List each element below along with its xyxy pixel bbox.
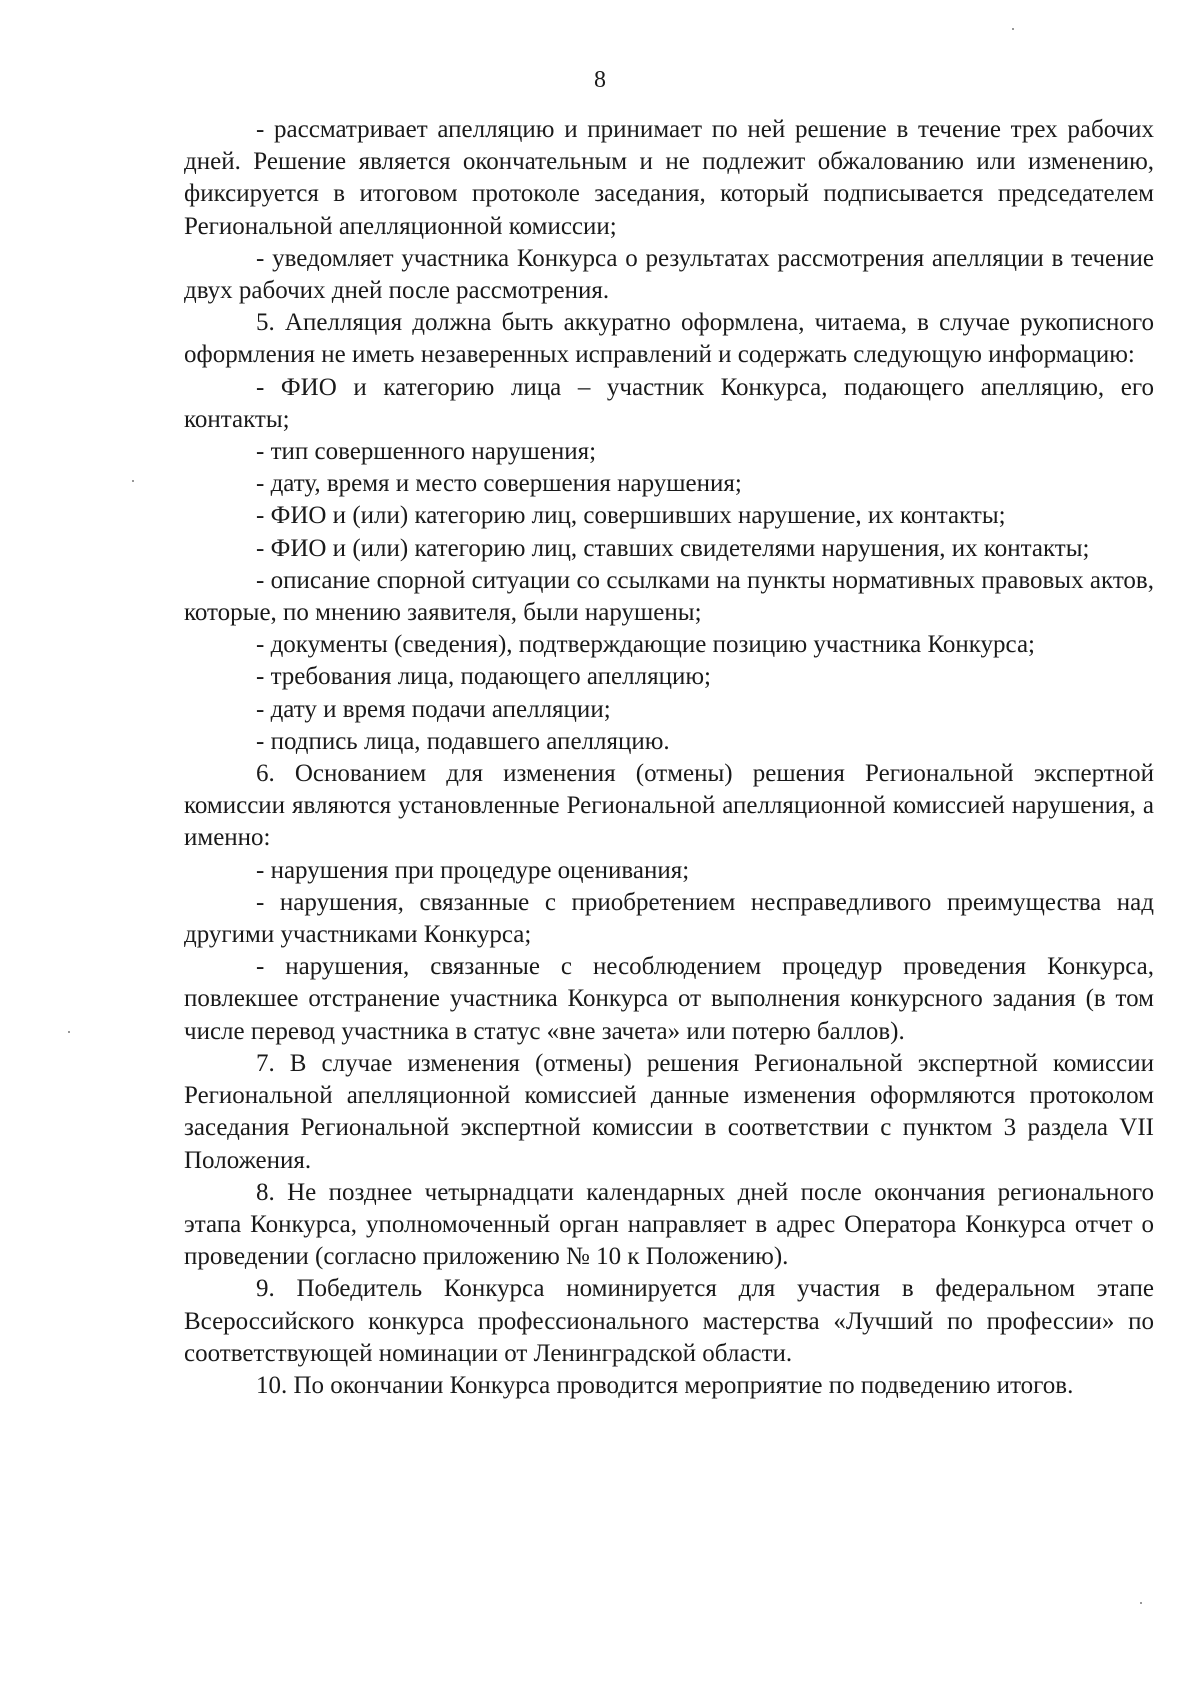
paragraph-item-6: 6. Основанием для изменения (отмены) решения Региональной экспертной комиссии являются установленные Региональной апелляционной комиссией нарушения, а именно: <box>184 760 1154 852</box>
list-item: - нарушения, связанные с несоблюдением процедур проведения Конкурса, повлекшее отстранение участника Конкурса от выполнения конкурсного задания (в том числе перевод участника в статус «вне зачета» или потерю баллов). <box>184 953 1154 1045</box>
list-item: - дату, время и место совершения нарушения; <box>256 470 742 498</box>
list-item: - нарушения при процедуре оценивания; <box>256 856 690 884</box>
list-item: - ФИО и (или) категорию лиц, совершивших нарушение, их контакты; <box>256 502 1006 530</box>
list-item: - тип совершенного нарушения; <box>256 438 597 466</box>
list-item: - требования лица, подающего апелляцию; <box>256 663 711 691</box>
paragraph-item-7: 7. В случае изменения (отмены) решения Региональной экспертной комиссии Региональной апелляционной комиссией данные изменения оформляются протоколом заседания Региональной экспертной комиссии в соответствии с пунктом 3 раздела VII Положения. <box>184 1049 1154 1174</box>
paragraph-review-appeal: - рассматривает апелляцию и принимает по ней решение в течение трех рабочих дней. Решение является окончательным и не подлежит обжалованию или изменению, фиксируется в итоговом протоколе заседания, который подписывается председателем Региональной апелляционной комиссии; <box>184 116 1154 240</box>
scan-speck <box>132 480 134 482</box>
document-body <box>184 114 1154 1402</box>
list-item: - описание спорной ситуации со ссылками на пункты нормативных правовых актов, которые, по мнению заявителя, были нарушены; <box>184 566 1154 627</box>
list-item: - дату и время подачи апелляции; <box>256 695 611 723</box>
paragraph-item-10: 10. По окончании Конкурса проводится мероприятие по подведению итогов. <box>256 1371 1074 1399</box>
list-item: - документы (сведения), подтверждающие позицию участника Конкурса; <box>256 631 1035 659</box>
paragraph-notify-participant: - уведомляет участника Конкурса о результатах рассмотрения апелляции в течение двух рабочих дней после рассмотрения. <box>184 244 1154 305</box>
scan-speck <box>1140 1602 1142 1604</box>
page-number: 8 <box>594 67 606 93</box>
list-item: - ФИО и категорию лица – участник Конкурса, подающего апелляцию, его контакты; <box>184 373 1154 433</box>
paragraph-item-5: 5. Апелляция должна быть аккуратно оформлена, читаема, в случае рукописного оформления не иметь незаверенных исправлений и содержать следующую информацию: <box>184 309 1154 369</box>
list-item: - ФИО и (или) категорию лиц, ставших свидетелями нарушения, их контакты; <box>256 534 1090 562</box>
list-item: - подпись лица, подавшего апелляцию. <box>256 727 670 755</box>
scan-speck <box>68 1031 70 1033</box>
paragraph-item-9: 9. Победитель Конкурса номинируется для участия в федеральном этапе Всероссийского конкурса профессионального мастерства «Лучший по профессии» по соответствующей номинации от Ленинградской области. <box>184 1275 1154 1367</box>
list-item: - нарушения, связанные с приобретением несправедливого преимущества над другими участниками Конкурса; <box>184 888 1154 949</box>
paragraph-item-8: 8. Не позднее четырнадцати календарных дней после окончания регионального этапа Конкурса, уполномоченный орган направляет в адрес Оператора Конкурса отчет о проведении (согласно приложению № 10 к Положению). <box>184 1178 1154 1271</box>
scan-speck <box>1012 28 1014 30</box>
